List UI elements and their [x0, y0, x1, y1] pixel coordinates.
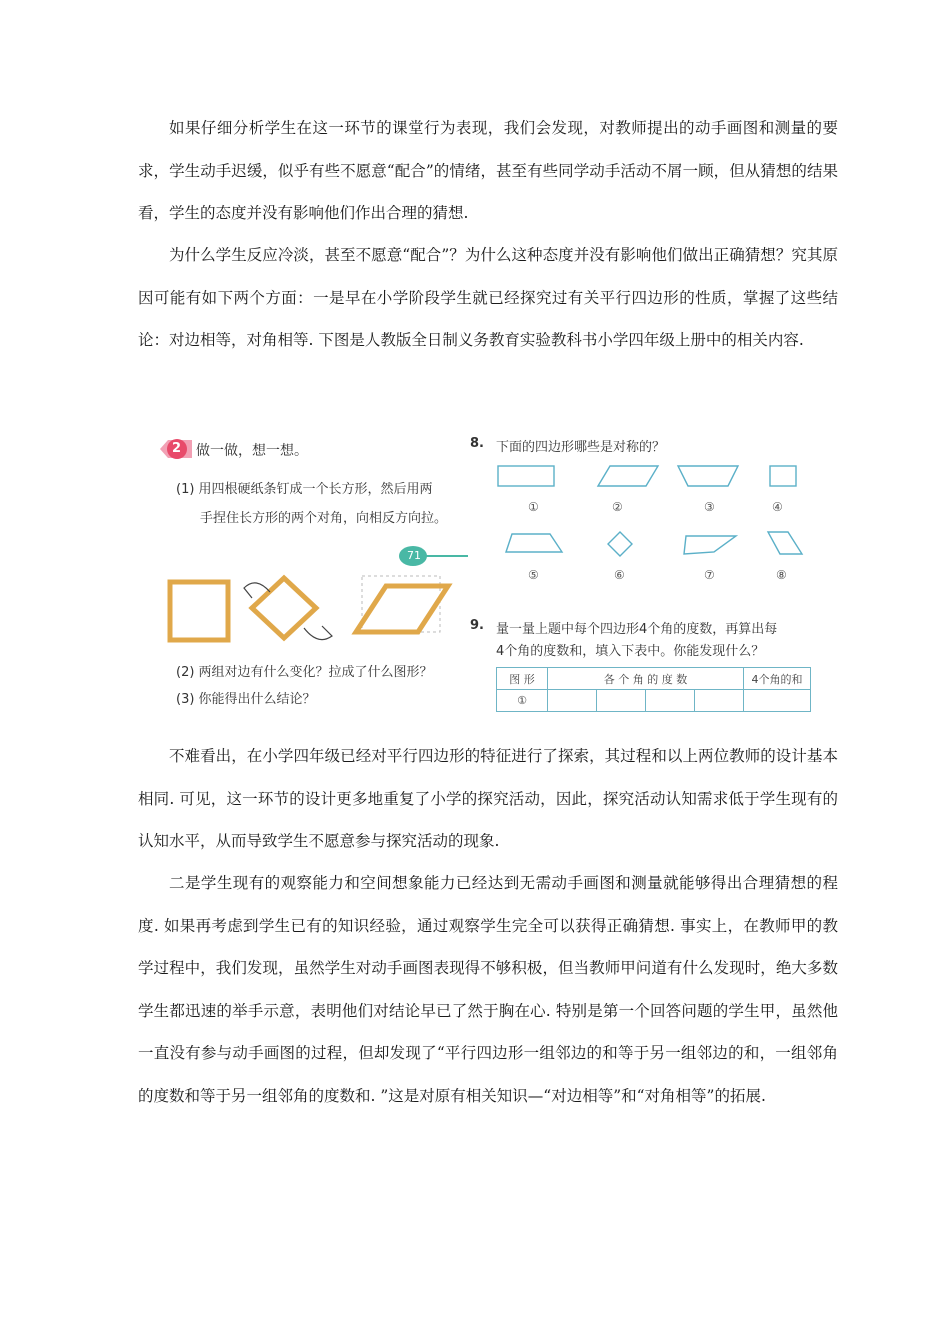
activity-heading: 做一做，想一想。 — [196, 443, 308, 459]
table-header-sum: 4个角的和 — [744, 668, 811, 690]
stick-frames-illustration — [166, 568, 466, 660]
paragraph-4: 二是学生现有的观察能力和空间想象能力已经达到无需动手画图和测量就能够得出合理猜想的程度. 如果再考虑到学生已有的知识经验，通过观察学生完全可以获得正确猜想. 事实上，在教师甲的教学过程中，我们发现，虽然学生对动手画图表现得不够积极，但当教师甲问道有什么发现时，绝大多数学生都迅速的举手示意，表明他们对结论早已了然于胸在心. 特别是第一个回答问题的学生甲，虽然他一直没有参与动手画图的过程，但却发现了“平行四边形一组邻边的和等于另一组邻边的和，一组邻角的度数和等于另一组邻角的度数和. ”这是对原有相关知识—“对边相等”和“对角相等”的拓展. — [138, 874, 838, 1105]
badge-number: 2 — [172, 441, 182, 456]
shape-label-1: ① — [528, 500, 539, 514]
paragraph-2: 为什么学生反应冷淡，甚至不愿意“配合”？为什么这种态度并没有影响他们做出正确猜想？究其原因可能有如下两个方面：一是早在小学阶段学生就已经探究过有关平行四边形的性质，掌握了这些结论：对边相等，对角相等. 下图是人教版全日制义务教育实验教科书小学四年级上册中的相关内容. — [138, 246, 838, 349]
shape-label-6: ⑥ — [614, 568, 625, 582]
question-8-text: 下面的四边形哪些是对称的？ — [496, 440, 666, 455]
question-9-line2: 4个角的度数和，填入下表中。你能发现什么？ — [496, 644, 765, 659]
question-3: (3) 你能得出什么结论？ — [176, 692, 316, 707]
table-row — [497, 668, 811, 690]
table-row — [497, 690, 811, 712]
table-cell — [744, 690, 811, 712]
shape-label-7: ⑦ — [704, 568, 715, 582]
table-cell — [695, 690, 744, 712]
textbook-figure — [158, 430, 818, 725]
table-cell — [548, 690, 597, 712]
question-8-number: 8. — [470, 436, 484, 451]
shape-label-4: ④ — [772, 500, 783, 514]
table-cell — [597, 690, 646, 712]
shape-label-3: ③ — [704, 500, 715, 514]
question-2: (2) 两组对边有什么变化？拉成了什么图形？ — [176, 665, 433, 680]
step1-line2: 手捏住长方形的两个对角，向相反方向拉。 — [200, 511, 448, 526]
shape-label-8: ⑧ — [776, 568, 787, 582]
angle-table — [496, 667, 811, 712]
paragraph-3: 不难看出，在小学四年级已经对平行四边形的特征进行了探索，其过程和以上两位教师的设计基本相同. 可见，这一环节的设计更多地重复了小学的探究活动，因此，探究活动认知需求低于学生现有的认知水平，从而导致学生不愿意参与探究活动的现象. — [138, 747, 838, 850]
page-tag: 71 — [407, 549, 421, 562]
table-header-shape: 图 形 — [497, 668, 548, 690]
table-cell — [646, 690, 695, 712]
question-9-line1: 量一量上题中每个四边形4个角的度数，再算出每 — [496, 622, 778, 637]
table-header-angles: 各 个 角 的 度 数 — [548, 668, 744, 690]
paragraph-1: 如果仔细分析学生在这一环节的课堂行为表现，我们会发现，对教师提出的动手画图和测量的要求，学生动手迟缓，似乎有些不愿意“配合”的情绪，甚至有些同学动手活动不屑一顾，但从猜想的结果看，学生的态度并没有影响他们作出合理的猜想. — [138, 119, 838, 222]
shape-label-5: ⑤ — [528, 568, 539, 582]
shape-label-2: ② — [612, 500, 623, 514]
step1-line1: (1) 用四根硬纸条钉成一个长方形，然后用两 — [176, 482, 433, 497]
question-9-number: 9. — [470, 618, 484, 633]
table-cell: ① — [497, 690, 548, 712]
